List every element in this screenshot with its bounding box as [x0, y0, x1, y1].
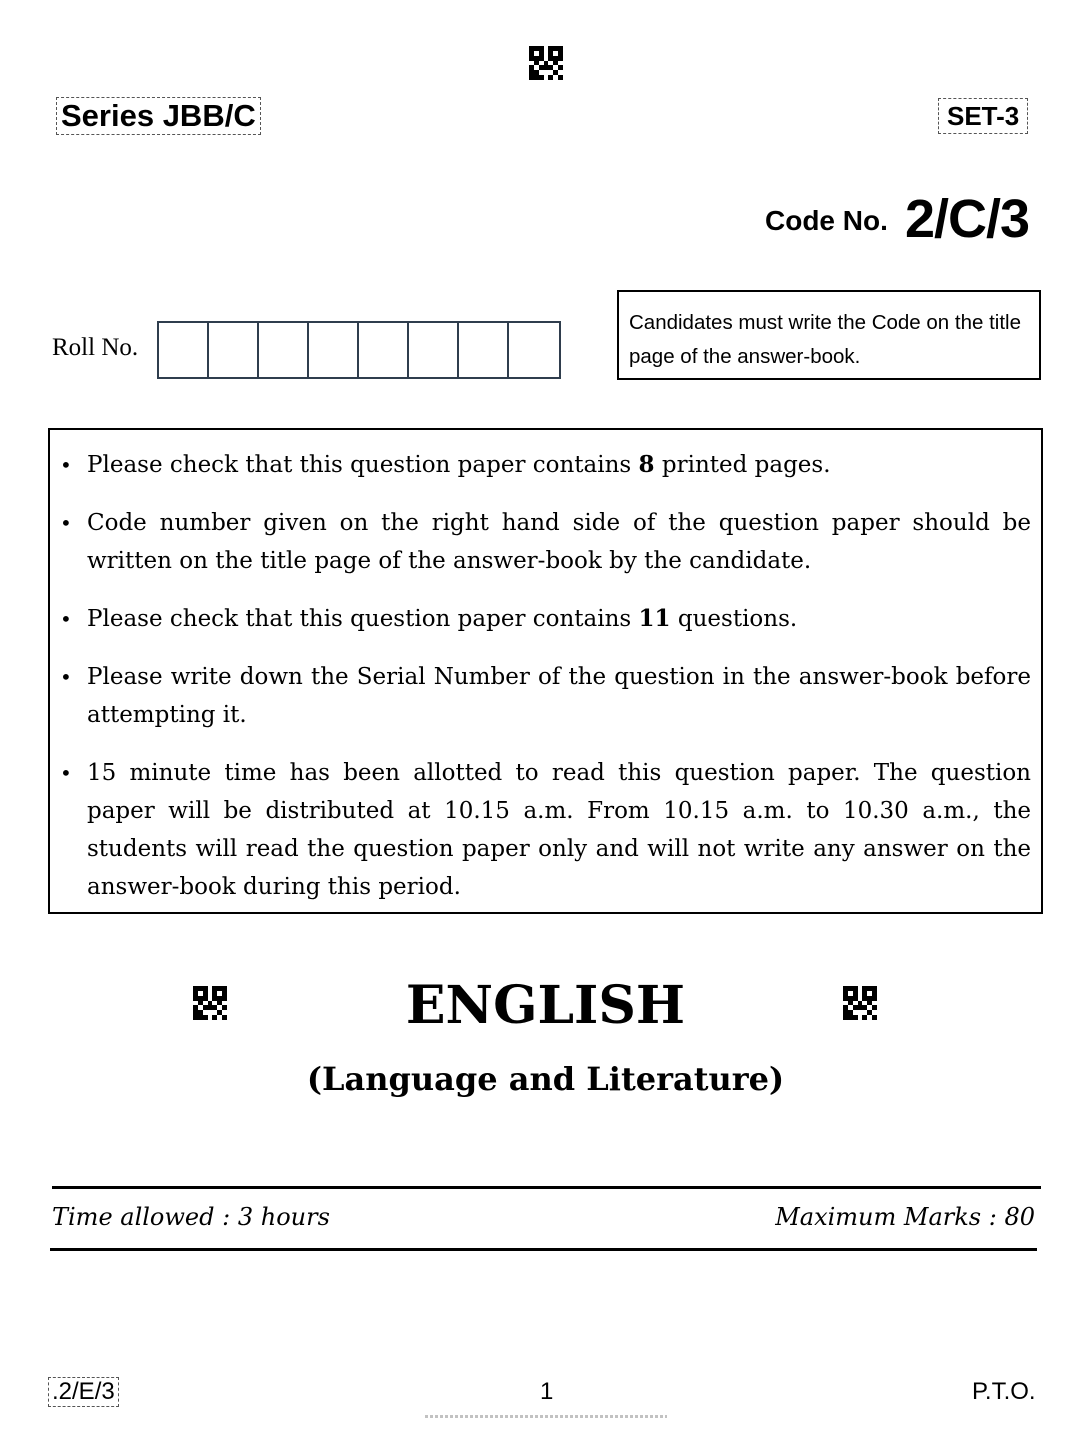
bullet-icon: • — [60, 511, 72, 535]
instructions-list — [50, 446, 1031, 906]
series-label: Series JBB/C — [56, 97, 261, 135]
instruction-item: • Please check that this question paper contains 11 questions. — [50, 600, 1031, 638]
instruction-item: • Please check that this question paper contains 8 printed pages. — [50, 446, 1031, 484]
roll-number-digit-box[interactable] — [359, 323, 409, 377]
instruction-item: • Code number given on the right hand side of the question paper should be written on the title page of the answer-book by the candidate. — [50, 504, 1031, 580]
code-notice-box: Candidates must write the Code on the title page of the answer-book. — [617, 290, 1041, 380]
code-number-value: 2/C/3 — [905, 189, 1030, 249]
subject-title: ENGLISH — [405, 975, 686, 1036]
divider-top — [52, 1186, 1041, 1189]
roll-number-boxes[interactable] — [157, 321, 561, 379]
roll-number-digit-box[interactable] — [159, 323, 209, 377]
time-allowed: Time allowed : 3 hours — [52, 1203, 330, 1231]
roll-number-label: Roll No. — [52, 334, 139, 361]
microprint-line — [425, 1415, 667, 1418]
set-label: SET-3 — [938, 98, 1028, 134]
roll-number-digit-box[interactable] — [409, 323, 459, 377]
instructions-box — [48, 428, 1043, 914]
bullet-icon: • — [60, 607, 72, 631]
subject-subtitle: (Language and Literature) — [306, 1060, 785, 1098]
roll-number-digit-box[interactable] — [209, 323, 259, 377]
bullet-icon: • — [60, 665, 72, 689]
roll-number-digit-box[interactable] — [459, 323, 509, 377]
code-number-label: Code No. — [765, 205, 888, 236]
footer-paper-code: .2/E/3 — [48, 1377, 119, 1407]
instruction-item: • 15 minute time has been allotted to read this question paper. The question paper will be distributed at 10.15 a.m. From 10.15 a.m. to 10.30 a.m., the students will read the question paper only and will not write any answer on the answer-book during this period. — [50, 754, 1031, 906]
qr-code-icon — [529, 46, 563, 80]
bullet-icon: • — [60, 453, 72, 477]
please-turn-over: P.T.O. — [972, 1378, 1036, 1405]
maximum-marks: Maximum Marks : 80 — [775, 1203, 1035, 1231]
instruction-item: • Please write down the Serial Number of the question in the answer-book before attempting it. — [50, 658, 1031, 734]
roll-number-digit-box[interactable] — [509, 323, 559, 377]
page-number: 1 — [540, 1378, 554, 1405]
roll-number-digit-box[interactable] — [259, 323, 309, 377]
roll-number-digit-box[interactable] — [309, 323, 359, 377]
bullet-icon: • — [60, 761, 72, 785]
divider-bottom — [50, 1248, 1037, 1251]
